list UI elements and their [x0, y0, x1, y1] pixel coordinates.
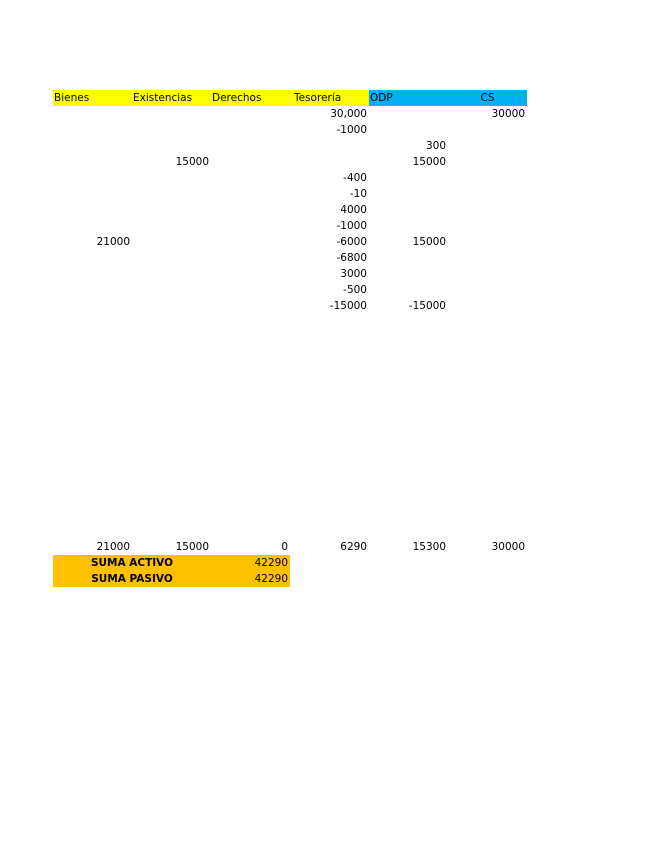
table-row — [53, 250, 527, 266]
cell[interactable]: 30000 — [491, 108, 525, 120]
cell[interactable]: -1000 — [336, 124, 367, 136]
total-odp[interactable]: 15300 — [412, 541, 446, 553]
cell[interactable] — [132, 186, 211, 202]
table-row — [53, 202, 527, 218]
cell[interactable] — [369, 218, 448, 234]
totals-row — [53, 539, 527, 555]
cell[interactable] — [211, 186, 290, 202]
cell[interactable] — [448, 218, 527, 234]
cell[interactable] — [369, 266, 448, 282]
cell[interactable] — [211, 154, 290, 170]
cell[interactable] — [290, 138, 369, 154]
cell[interactable] — [211, 234, 290, 250]
cell[interactable] — [369, 202, 448, 218]
cell[interactable] — [53, 154, 132, 170]
cell[interactable] — [53, 138, 132, 154]
cell[interactable] — [132, 298, 211, 314]
cell[interactable] — [211, 298, 290, 314]
header-existencias[interactable]: Existencias — [132, 90, 211, 106]
cell[interactable]: -15000 — [329, 300, 367, 312]
table-row — [53, 122, 527, 138]
cell[interactable] — [369, 250, 448, 266]
cell[interactable] — [53, 202, 132, 218]
cell[interactable] — [132, 282, 211, 298]
header-odp[interactable]: ODP — [369, 90, 448, 106]
cell[interactable] — [53, 106, 132, 122]
cell[interactable]: 15000 — [175, 156, 209, 168]
cell[interactable]: 15000 — [412, 156, 446, 168]
cell[interactable] — [448, 282, 527, 298]
table-row — [53, 186, 527, 202]
table-row — [53, 234, 527, 250]
totals-section — [53, 539, 527, 587]
header-cs[interactable]: CS — [448, 90, 527, 106]
cell[interactable] — [53, 298, 132, 314]
cell[interactable] — [132, 266, 211, 282]
total-bienes[interactable]: 21000 — [96, 541, 130, 553]
suma-pasivo-value[interactable]: 42290 — [254, 573, 288, 585]
cell[interactable]: 21000 — [96, 236, 130, 248]
cell[interactable] — [448, 202, 527, 218]
table-row — [53, 170, 527, 186]
suma-activo-row — [53, 555, 527, 571]
cell[interactable]: 300 — [425, 140, 446, 152]
cell[interactable] — [53, 282, 132, 298]
header-tesoreria[interactable]: Tesorería — [290, 90, 369, 106]
cell[interactable] — [53, 250, 132, 266]
cell[interactable]: 15000 — [412, 236, 446, 248]
table-row — [53, 266, 527, 282]
cell[interactable] — [211, 218, 290, 234]
suma-pasivo-row — [53, 571, 527, 587]
cell[interactable] — [211, 266, 290, 282]
cell[interactable] — [132, 234, 211, 250]
cell[interactable] — [132, 106, 211, 122]
cell[interactable] — [53, 218, 132, 234]
table-row — [53, 106, 527, 122]
suma-activo-value[interactable]: 42290 — [254, 557, 288, 569]
cell[interactable] — [448, 250, 527, 266]
table-row — [53, 282, 527, 298]
cell[interactable] — [132, 138, 211, 154]
cell[interactable] — [369, 282, 448, 298]
table-row — [53, 154, 527, 170]
cell[interactable]: 3000 — [340, 268, 367, 280]
cell[interactable] — [448, 234, 527, 250]
cell[interactable] — [211, 250, 290, 266]
cell[interactable] — [211, 170, 290, 186]
table-row — [53, 218, 527, 234]
total-derechos[interactable]: 0 — [281, 541, 288, 553]
cell[interactable] — [211, 282, 290, 298]
cell[interactable] — [369, 122, 448, 138]
header-row — [53, 90, 527, 106]
cell[interactable] — [369, 170, 448, 186]
cell[interactable] — [132, 202, 211, 218]
cell[interactable] — [211, 106, 290, 122]
spreadsheet — [53, 90, 527, 314]
cell[interactable] — [132, 122, 211, 138]
total-tesoreria[interactable]: 6290 — [340, 541, 367, 553]
cell[interactable] — [448, 154, 527, 170]
suma-activo-label[interactable]: SUMA ACTIVO — [53, 555, 211, 571]
cell[interactable] — [53, 122, 132, 138]
cell[interactable] — [448, 298, 527, 314]
cell[interactable] — [290, 154, 369, 170]
cell[interactable]: -6800 — [336, 252, 367, 264]
cell[interactable] — [211, 138, 290, 154]
cell[interactable]: -400 — [343, 172, 367, 184]
cell[interactable]: 4000 — [340, 204, 367, 216]
header-bienes[interactable]: Bienes — [53, 90, 132, 106]
cell[interactable] — [448, 138, 527, 154]
cell[interactable]: -500 — [343, 284, 367, 296]
cell[interactable] — [448, 122, 527, 138]
cell[interactable] — [53, 266, 132, 282]
cell[interactable] — [211, 202, 290, 218]
cell[interactable]: -6000 — [336, 236, 367, 248]
cell[interactable] — [369, 106, 448, 122]
cell[interactable] — [369, 186, 448, 202]
table-row — [53, 298, 527, 314]
cell[interactable] — [132, 218, 211, 234]
cell[interactable] — [132, 170, 211, 186]
cell[interactable] — [448, 170, 527, 186]
cell[interactable] — [448, 266, 527, 282]
total-cs[interactable]: 30000 — [491, 541, 525, 553]
cell[interactable]: -1000 — [336, 220, 367, 232]
cell[interactable] — [132, 250, 211, 266]
cell[interactable] — [211, 122, 290, 138]
total-existencias[interactable]: 15000 — [175, 541, 209, 553]
cell[interactable]: -15000 — [408, 300, 446, 312]
cell[interactable]: -10 — [349, 188, 367, 200]
cell[interactable] — [448, 186, 527, 202]
table-row — [53, 138, 527, 154]
suma-pasivo-label[interactable]: SUMA PASIVO — [53, 571, 211, 587]
header-derechos[interactable]: Derechos — [211, 90, 290, 106]
cell[interactable] — [53, 186, 132, 202]
cell[interactable] — [53, 170, 132, 186]
cell[interactable]: 30,000 — [330, 108, 367, 120]
